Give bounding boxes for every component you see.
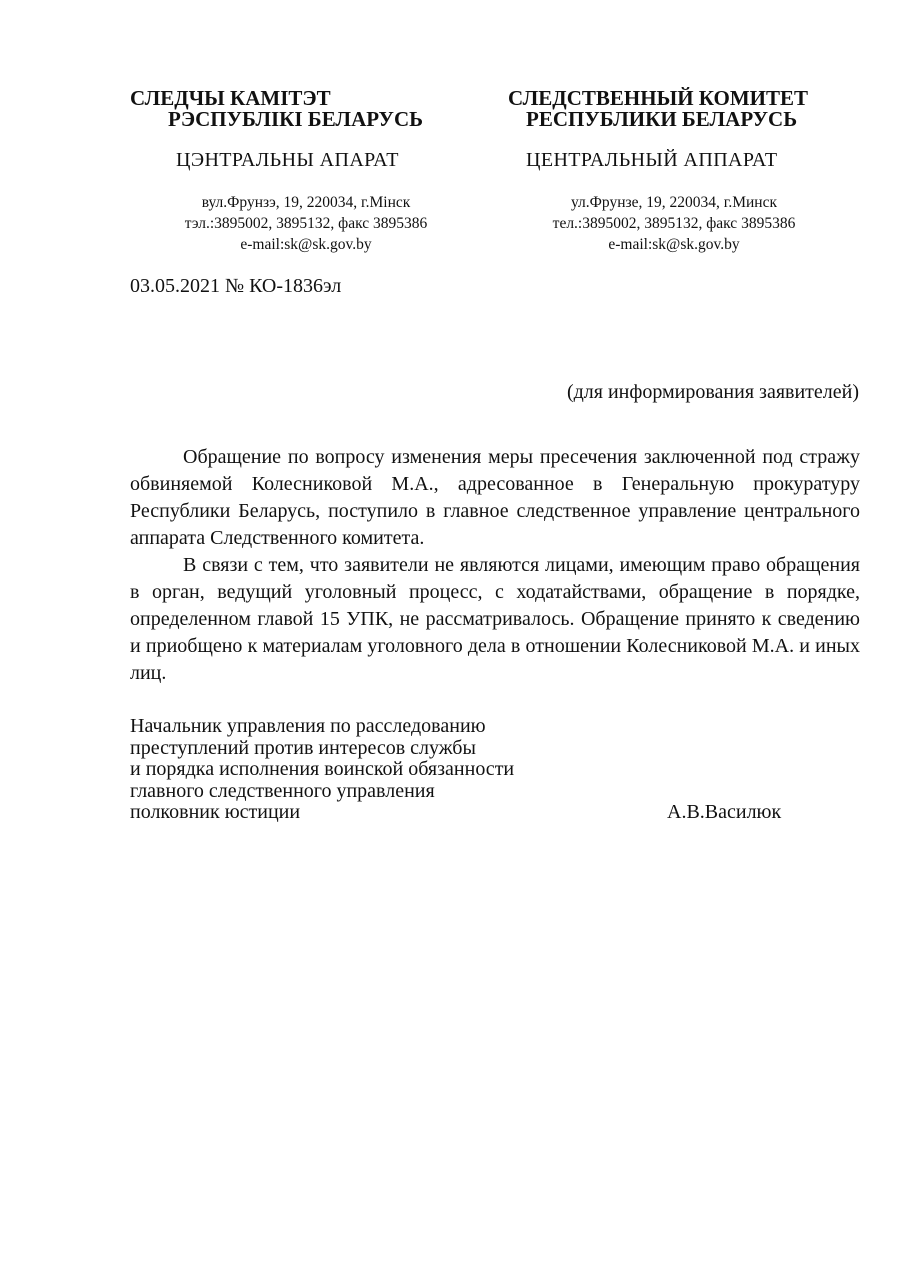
header-left-address: вул.Фрунзэ, 19, 220034, г.Мінск bbox=[201, 194, 411, 211]
header-right-apparat: ЦЕНТРАЛЬНЫЙ АППАРАТ bbox=[526, 149, 778, 171]
header-left-apparat: ЦЭНТРАЛЬНЫ АПАРАТ bbox=[176, 149, 399, 171]
date-and-number: 03.05.2021 № КО-1836эл bbox=[130, 275, 342, 297]
header-left-phones: тэл.:3895002, 3895132, факс 3895386 bbox=[184, 215, 428, 232]
header-right-address-block bbox=[518, 192, 830, 255]
header-left-title-line2: РЭСПУБЛІКІ БЕЛАРУСЬ bbox=[168, 107, 424, 131]
signature-position-line: главного следственного управления bbox=[130, 779, 435, 802]
signature-position-line: преступлений против интересов службы bbox=[130, 736, 476, 759]
header-left-title-line1: СЛЕДЧЫ КАМІТЭТ bbox=[130, 86, 331, 110]
header-right-title-line2: РЕСПУБЛИКИ БЕЛАРУСЬ bbox=[526, 107, 798, 131]
header-right-address: ул.Фрунзе, 19, 220034, г.Минск bbox=[570, 194, 778, 211]
addressee-note: (для информирования заявителей) bbox=[566, 381, 859, 403]
signatory-name: А.В.Василюк bbox=[667, 801, 782, 823]
signature-position-line: Начальник управления по расследованию bbox=[130, 715, 486, 737]
header-left-address-block bbox=[150, 192, 462, 255]
header-left-email: e-mail:sk@sk.gov.by bbox=[240, 236, 372, 253]
signature-position-line: и порядка исполнения воинской обязанности bbox=[130, 758, 515, 780]
header-right-phones: тел.:3895002, 3895132, факс 3895386 bbox=[552, 215, 796, 232]
signature-position-line: полковник юстиции bbox=[130, 801, 301, 823]
signature-position-block bbox=[130, 716, 514, 824]
body-paragraph: В связи с тем, что заявители не являются лицами, имеющим право обращения в орган, ведущий уголовный процесс, с ходатайствами, обращение в порядке, определенном главой 15 УПК, не рассматривалось. Обращение принято к сведению и приобщено к материалам уголовного дела в отношении Колесниковой М.А. и иных лиц. bbox=[130, 554, 860, 684]
header-right-title-line1: СЛЕДСТВЕННЫЙ КОМИТЕТ bbox=[508, 86, 809, 110]
letter-body bbox=[130, 444, 860, 687]
body-paragraph: Обращение по вопросу изменения меры пресечения заключенной под стражу обвиняемой Колесниковой М.А., адресованное в Генеральную прокуратуру Республики Беларусь, поступило в главное следственное управление центрального аппарата Следственного комитета. bbox=[130, 446, 860, 549]
header-right-email: e-mail:sk@sk.gov.by bbox=[608, 236, 740, 253]
